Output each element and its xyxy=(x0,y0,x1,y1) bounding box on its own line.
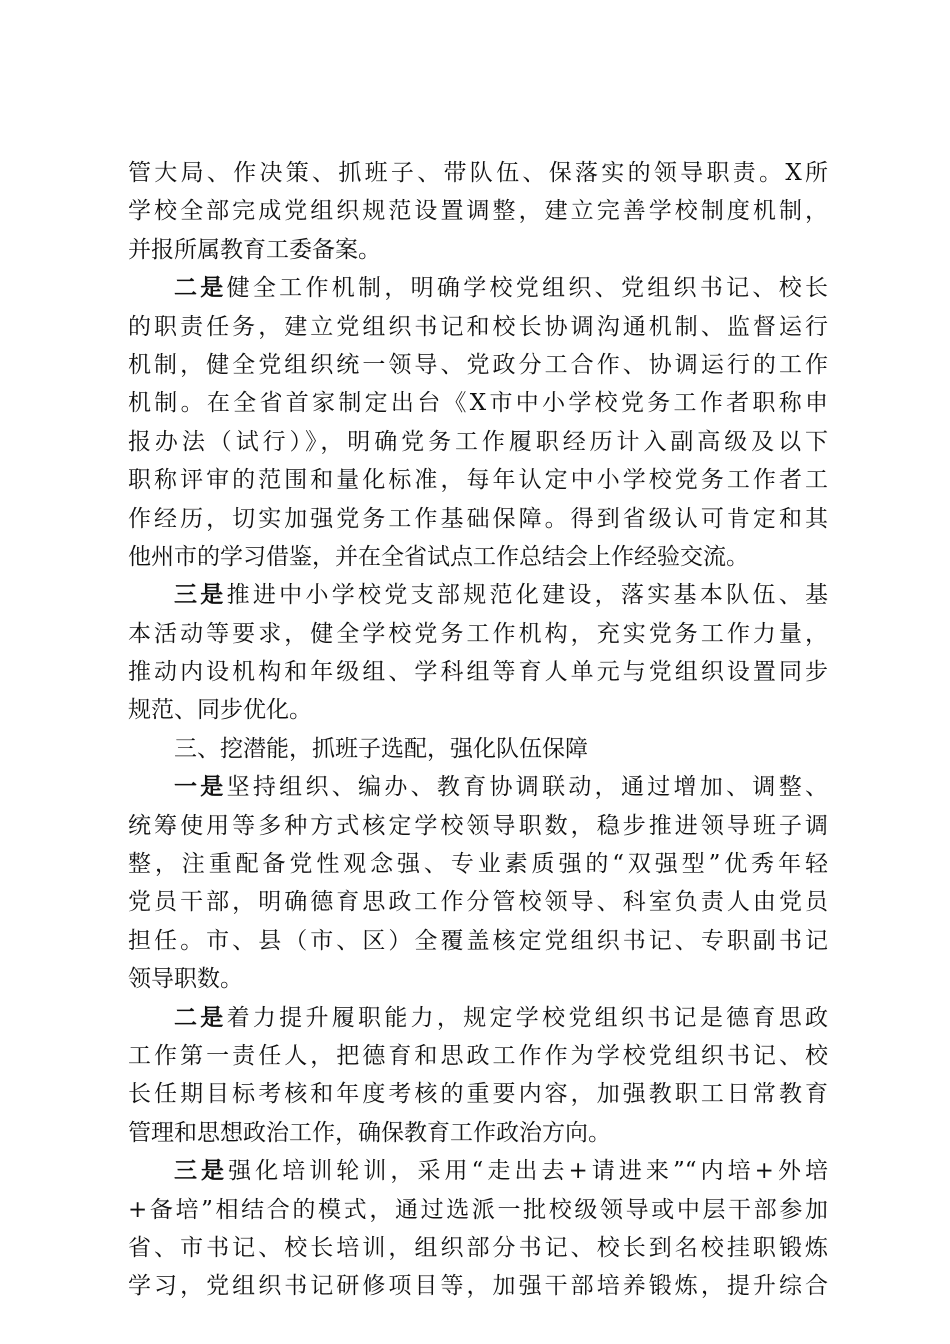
text-span: 着力提升履职能力，规定学校党组织书记是德育思政 xyxy=(226,1004,829,1031)
text-line: 机制，健全党组织统一领导、党政分工合作、协调运行的工作 xyxy=(128,351,828,378)
text-line: 报办法（试行）》，明确党务工作履职经历计入副高级及以下 xyxy=(128,428,828,455)
text-line: 管理和思想政治工作，确保教育工作政治方向。 xyxy=(128,1119,611,1146)
text-line: 推动内设机构和年级组、学科组等育人单元与党组织设置同步 xyxy=(128,659,828,686)
paragraph-lead: 一是 xyxy=(174,773,227,801)
text-line: 作经历，切实加强党务工作基础保障。得到省级认可肯定和其 xyxy=(128,505,828,532)
text-line: 的职责任务，建立党组织书记和校长协调沟通机制、监督运行 xyxy=(128,313,828,340)
text-line xyxy=(128,269,828,307)
text-line xyxy=(128,1152,828,1190)
text-span: 推进中小学校党支部规范化建设，落实基本队伍、基 xyxy=(226,582,829,609)
paragraph-branch-standardization xyxy=(128,576,828,730)
text-span: 健全工作机制，明确学校党组织、党组织书记、校长 xyxy=(226,275,829,302)
paragraph-lead: 二是 xyxy=(174,1003,227,1031)
text-line: 他州市的学习借鉴，并在全省试点工作总结会上作经验交流。 xyxy=(128,543,749,570)
paragraph-capability xyxy=(128,999,828,1153)
text-line: 职称评审的范围和量化标准，每年认定中小学校党务工作者工 xyxy=(128,467,828,494)
text-line: 领导职数。 xyxy=(128,966,243,993)
text-span: 强化培训轮训，采用“走出去+请进来”“内培+外培 xyxy=(228,1158,829,1185)
text-line xyxy=(128,768,828,806)
text-line: 本活动等要求，健全学校党务工作机构，充实党务工作力量， xyxy=(128,620,828,647)
text-line: +备培”相结合的模式，通过选派一批校级领导或中层干部参加 xyxy=(128,1196,828,1223)
text-line: 并报所属教育工委备案。 xyxy=(128,236,381,263)
paragraph-training xyxy=(128,1152,828,1306)
text-line: 整，注重配备党性观念强、专业素质强的“双强型”优秀年轻 xyxy=(128,851,828,878)
paragraph-lead: 三是 xyxy=(174,581,227,609)
section-heading: 三、挖潜能，抓班子选配，强化队伍保障 xyxy=(174,735,588,762)
text-line: 省、市书记、校长培训，组织部分书记、校长到名校挂职锻炼 xyxy=(128,1234,828,1261)
text-line: 学习，党组织书记研修项目等，加强干部培养锻炼，提升综合 xyxy=(128,1273,828,1300)
paragraph-lead: 三是 xyxy=(174,1157,229,1185)
text-line: 统筹使用等多种方式核定学校领导职数，稳步推进领导班子调 xyxy=(128,812,828,839)
text-line: 管大局、作决策、抓班子、带队伍、保落实的领导职责。X所 xyxy=(128,160,828,186)
text-line xyxy=(128,999,828,1037)
paragraph-coordination xyxy=(128,768,828,998)
text-line: 担任。市、县（市、区）全覆盖核定党组织书记、专职副书记 xyxy=(128,927,828,954)
text-span: 坚持组织、编办、教育协调联动，通过增加、调整、 xyxy=(226,774,829,801)
text-line: 规范、同步优化。 xyxy=(128,697,312,724)
text-line: 机制。在全省首家制定出台《X市中小学校党务工作者职称申 xyxy=(128,390,828,417)
paragraph-work-mechanism xyxy=(128,269,828,576)
document-body xyxy=(128,154,828,1306)
text-line: 长任期目标考核和年度考核的重要内容，加强教职工日常教育 xyxy=(128,1081,828,1108)
text-line: 学校全部完成党组织规范设置调整，建立完善学校制度机制， xyxy=(128,198,828,225)
text-line xyxy=(128,576,828,614)
paragraph-continuation xyxy=(128,154,828,269)
paragraph-lead: 二是 xyxy=(174,274,227,302)
text-line: 工作第一责任人，把德育和思政工作作为学校党组织书记、校 xyxy=(128,1042,828,1069)
text-line: 党员干部，明确德育思政工作分管校领导、科室负责人由党员 xyxy=(128,889,828,916)
